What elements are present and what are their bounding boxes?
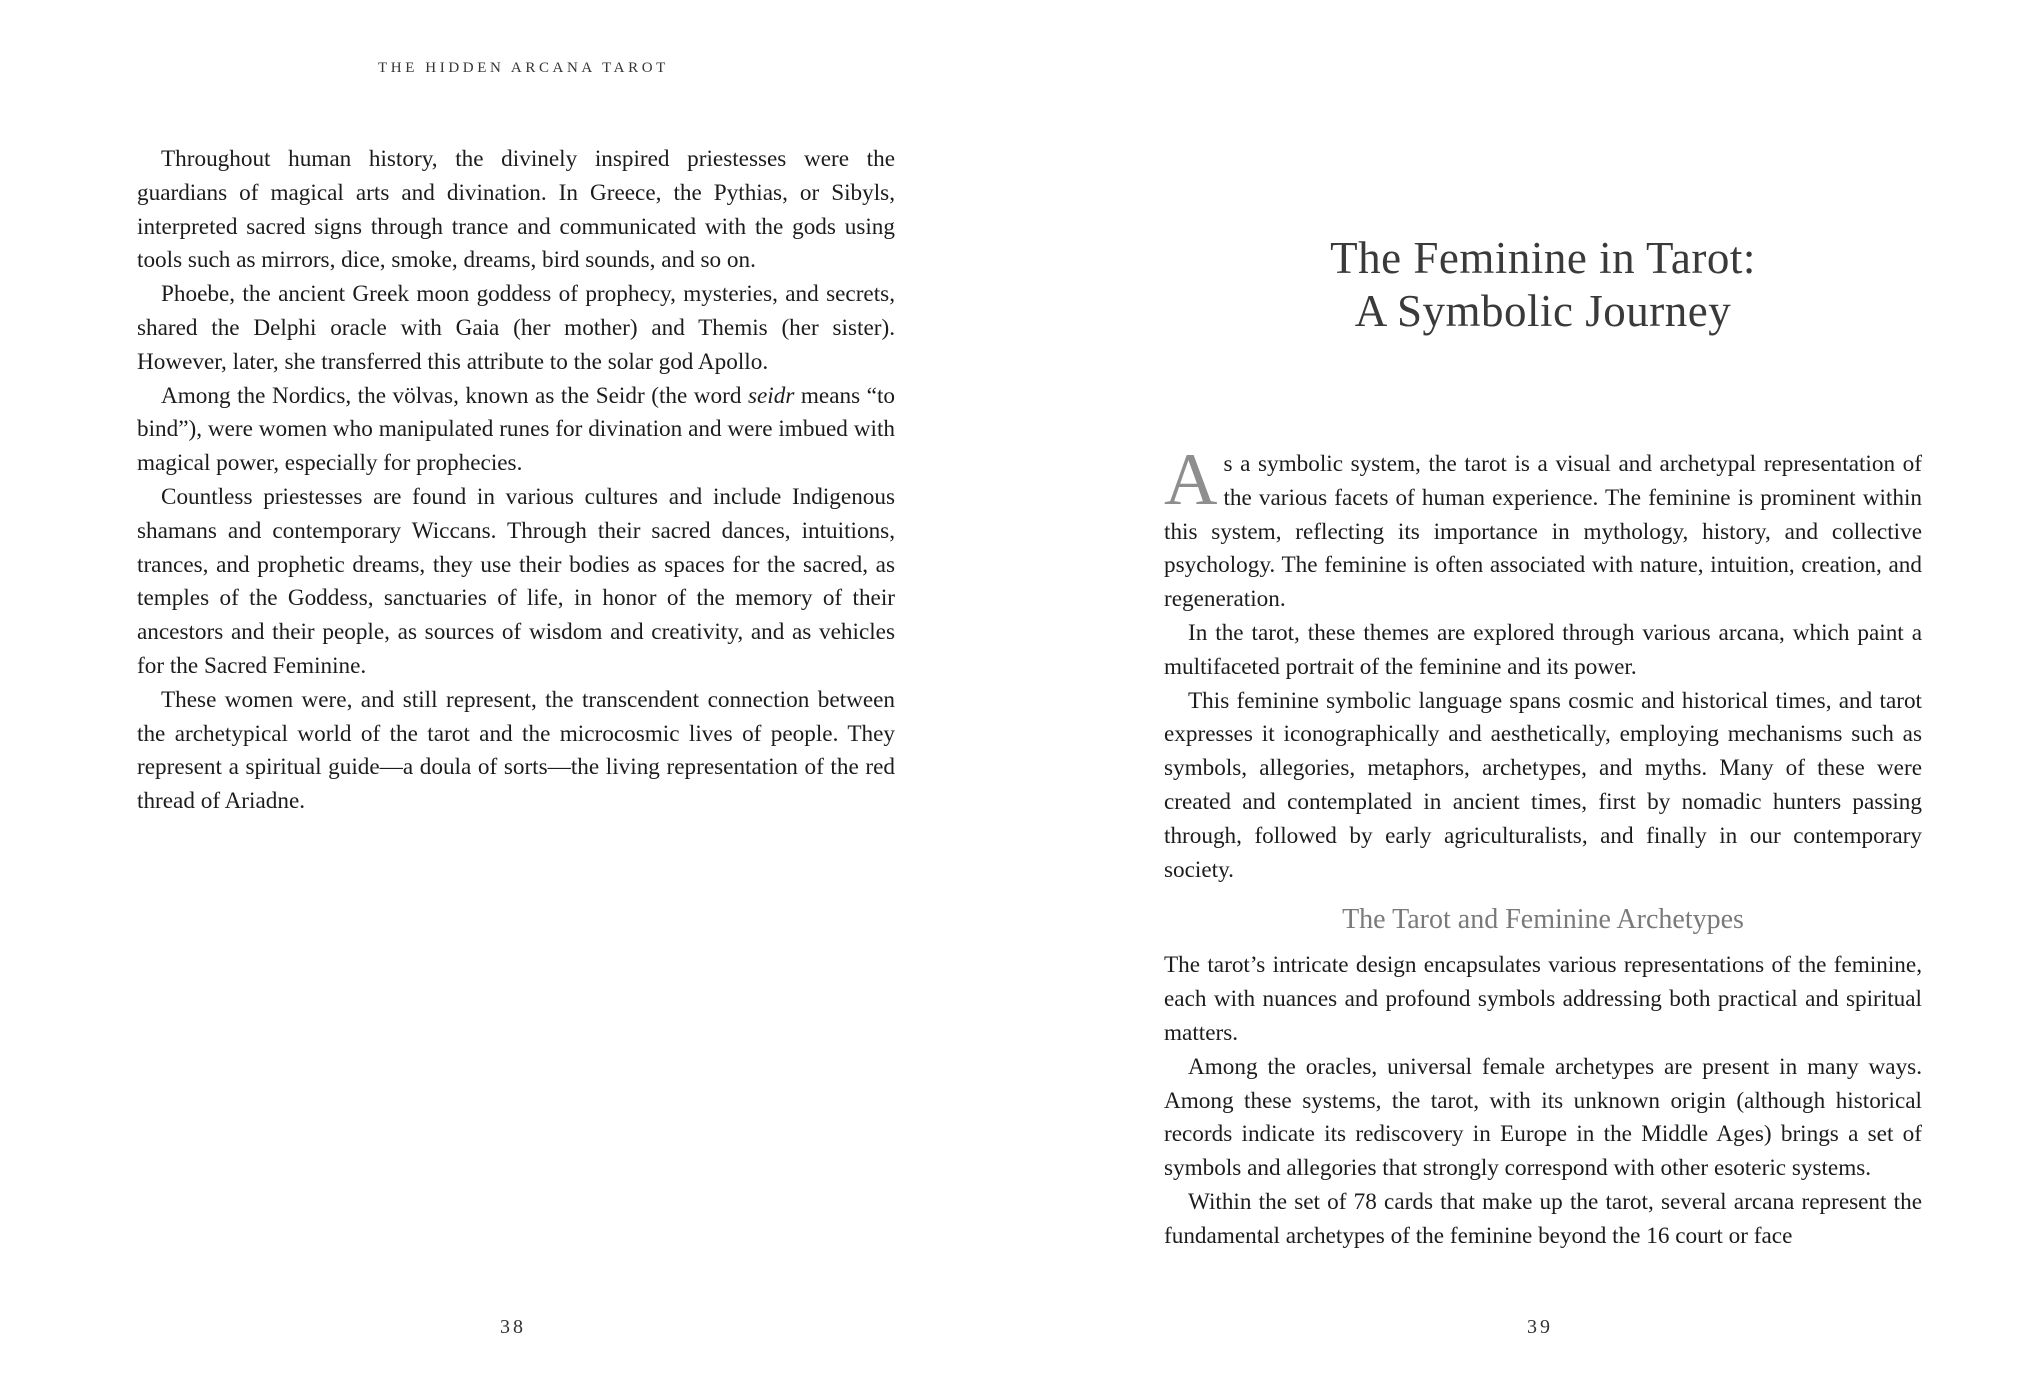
section-heading: The Tarot and Feminine Archetypes [1342, 904, 1744, 936]
page-number: 39 [1527, 1316, 1553, 1338]
paragraph-text: s a symbolic system, the tarot is a visual and archetypal representation of the various facets of human experience. The feminine is prominent within this system, reflecting its importance in mythology, history, and collective psychology. The feminine is often associated with nature, intuition, creation, and regeneration. [1164, 451, 1922, 613]
paragraph: The tarot’s intricate design encapsulates various representations of the feminine, each with nuances and profound symbols addressing both practical and spiritual matters. [1164, 952, 1922, 1046]
italic-term: seidr [747, 382, 795, 409]
right-page-body [1164, 439, 1922, 1254]
chapter-title-line: The Feminine in Tarot: [1330, 233, 1756, 283]
paragraph: Within the set of 78 cards that make up the tarot, several arcana represent the fundamental archetypes of the feminine beyond the 16 court or face [1164, 1188, 1922, 1249]
paragraph [137, 380, 895, 481]
paragraph: These women were, and still represent, the transcendent connection between the archetypical world of the tarot and the microcosmic lives of people. They represent a spiritual guide—a doula of sorts—the living representation of the red thread of Ariadne. [137, 686, 895, 815]
running-head: THE HIDDEN ARCANA TAROT [378, 60, 669, 76]
chapter-title [1164, 232, 1922, 338]
paragraph: Throughout human history, the divinely inspired priestesses were the guardians of magical arts and divination. In Greece, the Pythias, or Sibyls, interpreted sacred signs through trance and communicated with the gods using tools such as mirrors, dice, smoke, dreams, bird sounds, and so on. [137, 146, 895, 274]
chapter-title-line: A Symbolic Journey [1354, 286, 1732, 336]
paragraph-text: means “to bind”), were women who manipulated runes for divination and were imbued with magical power, especially for prophecies. [137, 382, 895, 477]
right-page [1018, 0, 2036, 1400]
paragraph: Among the oracles, universal female archetypes are present in many ways. Among these systems, the tarot, with its unknown origin (although historical records indicate its rediscovery in Europe in the Middle Ages) brings a set of symbols and allegories that strongly correspond with other esoteric systems. [1164, 1053, 1922, 1182]
left-page-body [137, 143, 895, 819]
paragraph: Countless priestesses are found in various cultures and include Indigenous shamans and contemporary Wiccans. Through their sacred dances, intuitions, trances, and prophetic dreams, they use their bodies as spaces for the sacred, as temples of the Goddess, sanctuaries of life, in honor of the memory of their ancestors and their people, as sources of wisdom and creativity, and as vehicles for the Sacred Feminine. [137, 483, 895, 679]
drop-cap: A [1164, 439, 1218, 521]
paragraph: Phoebe, the ancient Greek moon goddess of prophecy, mysteries, and secrets, shared the Delphi oracle with Gaia (her mother) and Themis (her sister). However, later, she transferred this attribute to the solar god Apollo. [137, 281, 895, 375]
opening-paragraph [1164, 439, 1922, 617]
paragraph-text: Among the Nordics, the völvas, known as the Seidr (the word [161, 382, 748, 409]
page-number: 38 [500, 1316, 526, 1338]
paragraph: In the tarot, these themes are explored through various arcana, which paint a multifaceted portrait of the feminine and its power. [1164, 619, 1922, 680]
paragraph: This feminine symbolic language spans cosmic and historical times, and tarot expresses it iconographically and aesthetically, employing mechanisms such as symbols, allegories, metaphors, archetypes, and myths. Many of these were created and contemplated in ancient times, first by nomadic hunters passing through, followed by early agriculturalists, and finally in our contemporary society. [1164, 687, 1922, 883]
